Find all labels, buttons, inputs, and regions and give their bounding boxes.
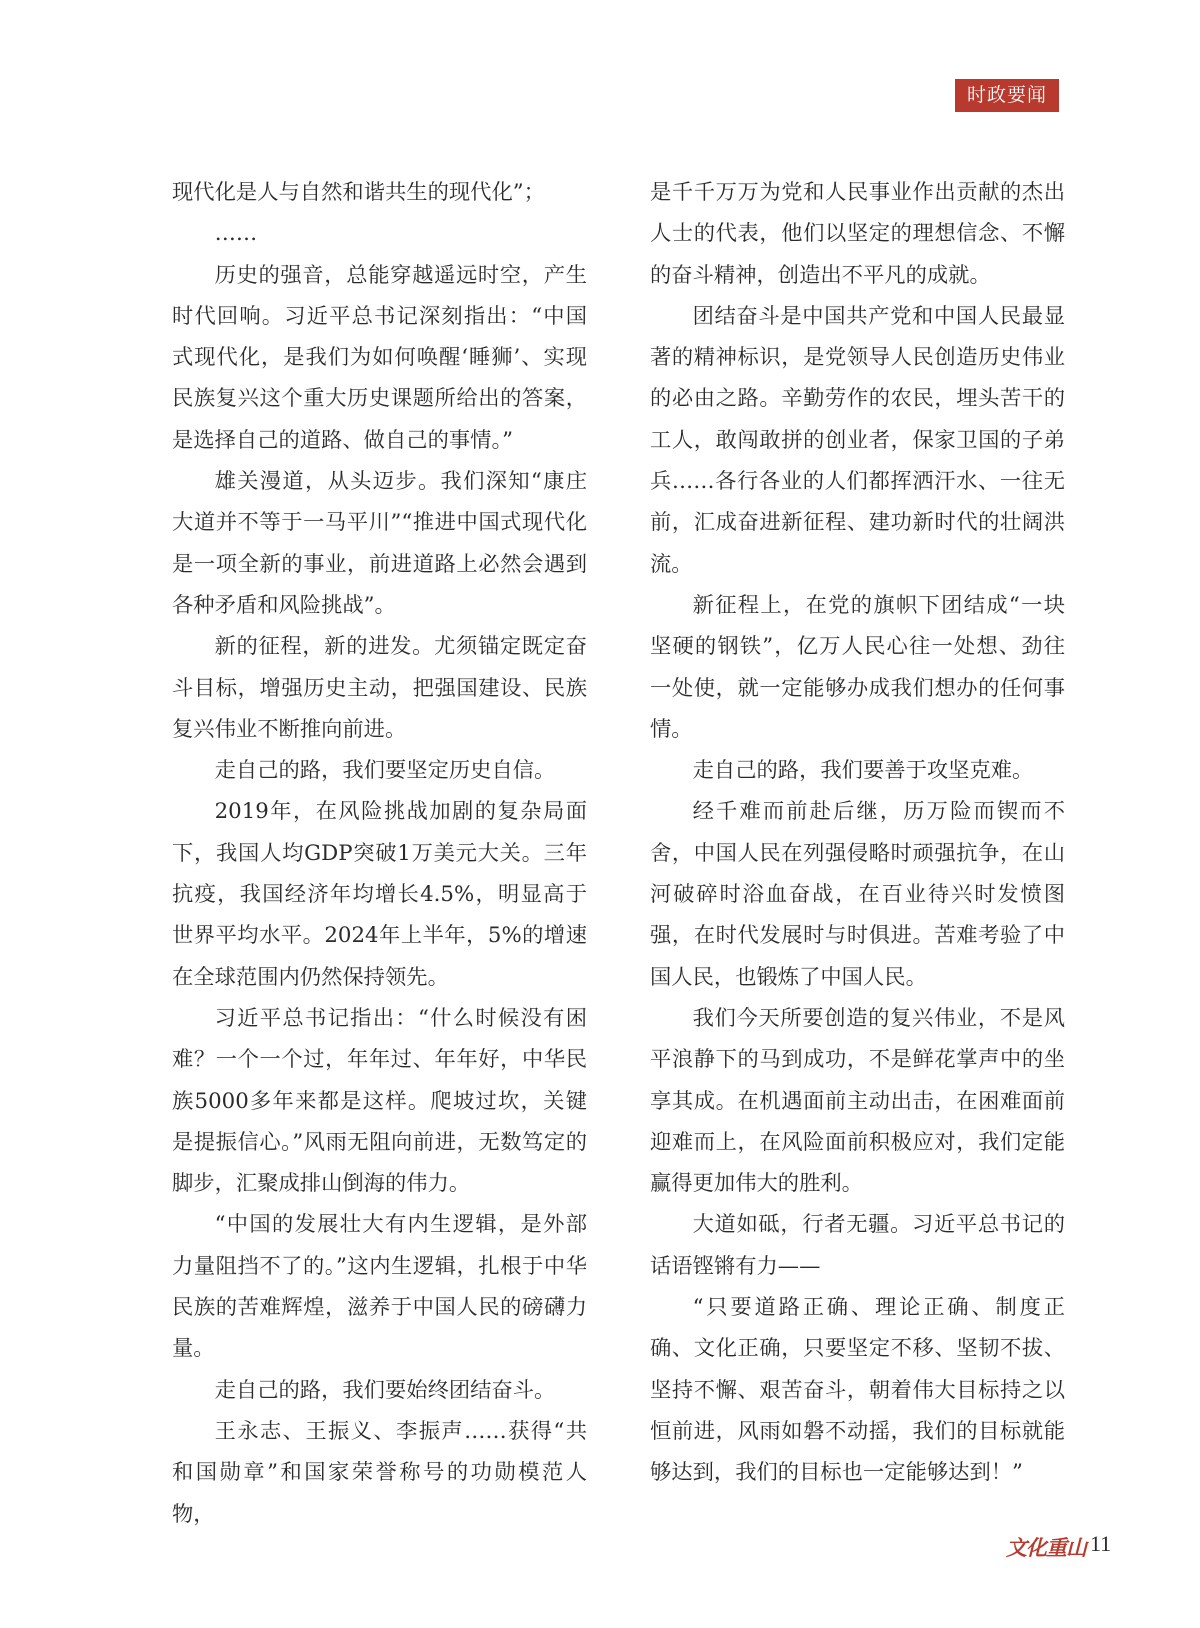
paragraph: “只要道路正确、理论正确、制度正确、文化正确，只要坚定不移、坚韧不拔、坚持不懈、艰苦奋斗，朝着伟大目标持之以恒前进，风雨如磐不动摇，我们的目标就能够达到，我们的目标也一定能够达到！” [650, 1295, 1065, 1486]
section-tag: 时政要闻 [955, 79, 1059, 112]
paragraph: 王永志、王振义、李振声……获得“共和国勋章”和国家荣誉称号的功勋模范人物， [172, 1418, 587, 1527]
paragraph: 现代化是人与自然和谐共生的现代化”； [172, 180, 545, 205]
paragraph: 新的征程，新的进发。尤须锚定既定奋斗目标，增强历史主动，把强国建设、民族复兴伟业不断推向前进。 [172, 634, 587, 742]
paragraph: 团结奋斗是中国共产党和中国人民最显著的精神标识，是党领导人民创造历史伟业的必由之路。辛勤劳作的农民，埋头苦干的工人，敢闯敢拼的创业者，保家卫国的子弟兵……各行各业的人们都挥洒汗水、一往无前，汇成奋进新征程、建功新时代的壮阔洪流。 [650, 303, 1065, 577]
paragraph: 我们今天所要创造的复兴伟业，不是风平浪静下的马到成功，不是鲜花掌声中的坐享其成。在机遇面前主动出击，在困难面前迎难而上，在风险面前积极应对，我们定能赢得更加伟大的胜利。 [650, 1005, 1065, 1197]
page-number: 11 [1090, 1531, 1112, 1556]
paragraph: 历史的强音，总能穿越遥远时空，产生时代回响。习近平总书记深刻指出：“中国式现代化，是我们为如何唤醒‘睡狮’、实现民族复兴这个重大历史课题所给出的答案，是选择自己的道路、做自己的事情。” [172, 262, 587, 453]
paragraph: 走自己的路，我们要坚定历史自信。 [214, 758, 556, 784]
paragraph: 习近平总书记指出：“什么时候没有困难？一个一个过，年年过、年年好，中华民族5000多年来都是这样。爬坡过坎，关键是提振信心。”风雨无阻向前进，无数笃定的脚步，汇聚成排山倒海的伟力。 [172, 1005, 587, 1197]
paragraph: 是千千万万为党和人民事业作出贡献的杰出人士的代表，他们以坚定的理想信念、不懈的奋斗精神，创造出不平凡的成就。 [650, 180, 1065, 288]
paragraph: …… [214, 221, 258, 247]
paragraph: 雄关漫道，从头迈步。我们深知“康庄大道并不等于一马平川”“推进中国式现代化是一项全新的事业，前进道路上必然会遇到各种矛盾和风险挑战”。 [172, 469, 587, 618]
right-column [650, 172, 1065, 1494]
paragraph: 大道如砥，行者无疆。习近平总书记的话语铿锵有力—— [650, 1212, 1065, 1279]
left-column [172, 172, 587, 1535]
paragraph: 新征程上，在党的旗帜下团结成“一块坚硬的钢铁”，亿万人民心往一处想、劲往一处使，就一定能够办成我们想办的任何事情。 [650, 592, 1065, 742]
paragraph: “中国的发展壮大有内生逻辑，是外部力量阻挡不了的。”这内生逻辑，扎根于中华民族的苦难辉煌，滋养于中国人民的磅礴力量。 [172, 1212, 587, 1362]
paragraph: 2019年，在风险挑战加剧的复杂局面下，我国人均GDP突破1万美元大关。三年抗疫，我国经济年均增长4.5%，明显高于世界平均水平。2024年上半年，5%的增速在全球范围内仍然保持领先。 [172, 799, 587, 990]
paragraph: 走自己的路，我们要善于攻坚克难。 [692, 758, 1034, 784]
magazine-logo: 文化重山 [1006, 1535, 1086, 1560]
paragraph: 走自己的路，我们要始终团结奋斗。 [214, 1377, 556, 1403]
paragraph: 经千难而前赴后继，历万险而锲而不舍，中国人民在列强侵略时顽强抗争，在山河破碎时浴血奋战，在百业待兴时发愤图强，在时代发展时与时俱进。苦难考验了中国人民，也锻炼了中国人民。 [650, 799, 1065, 990]
